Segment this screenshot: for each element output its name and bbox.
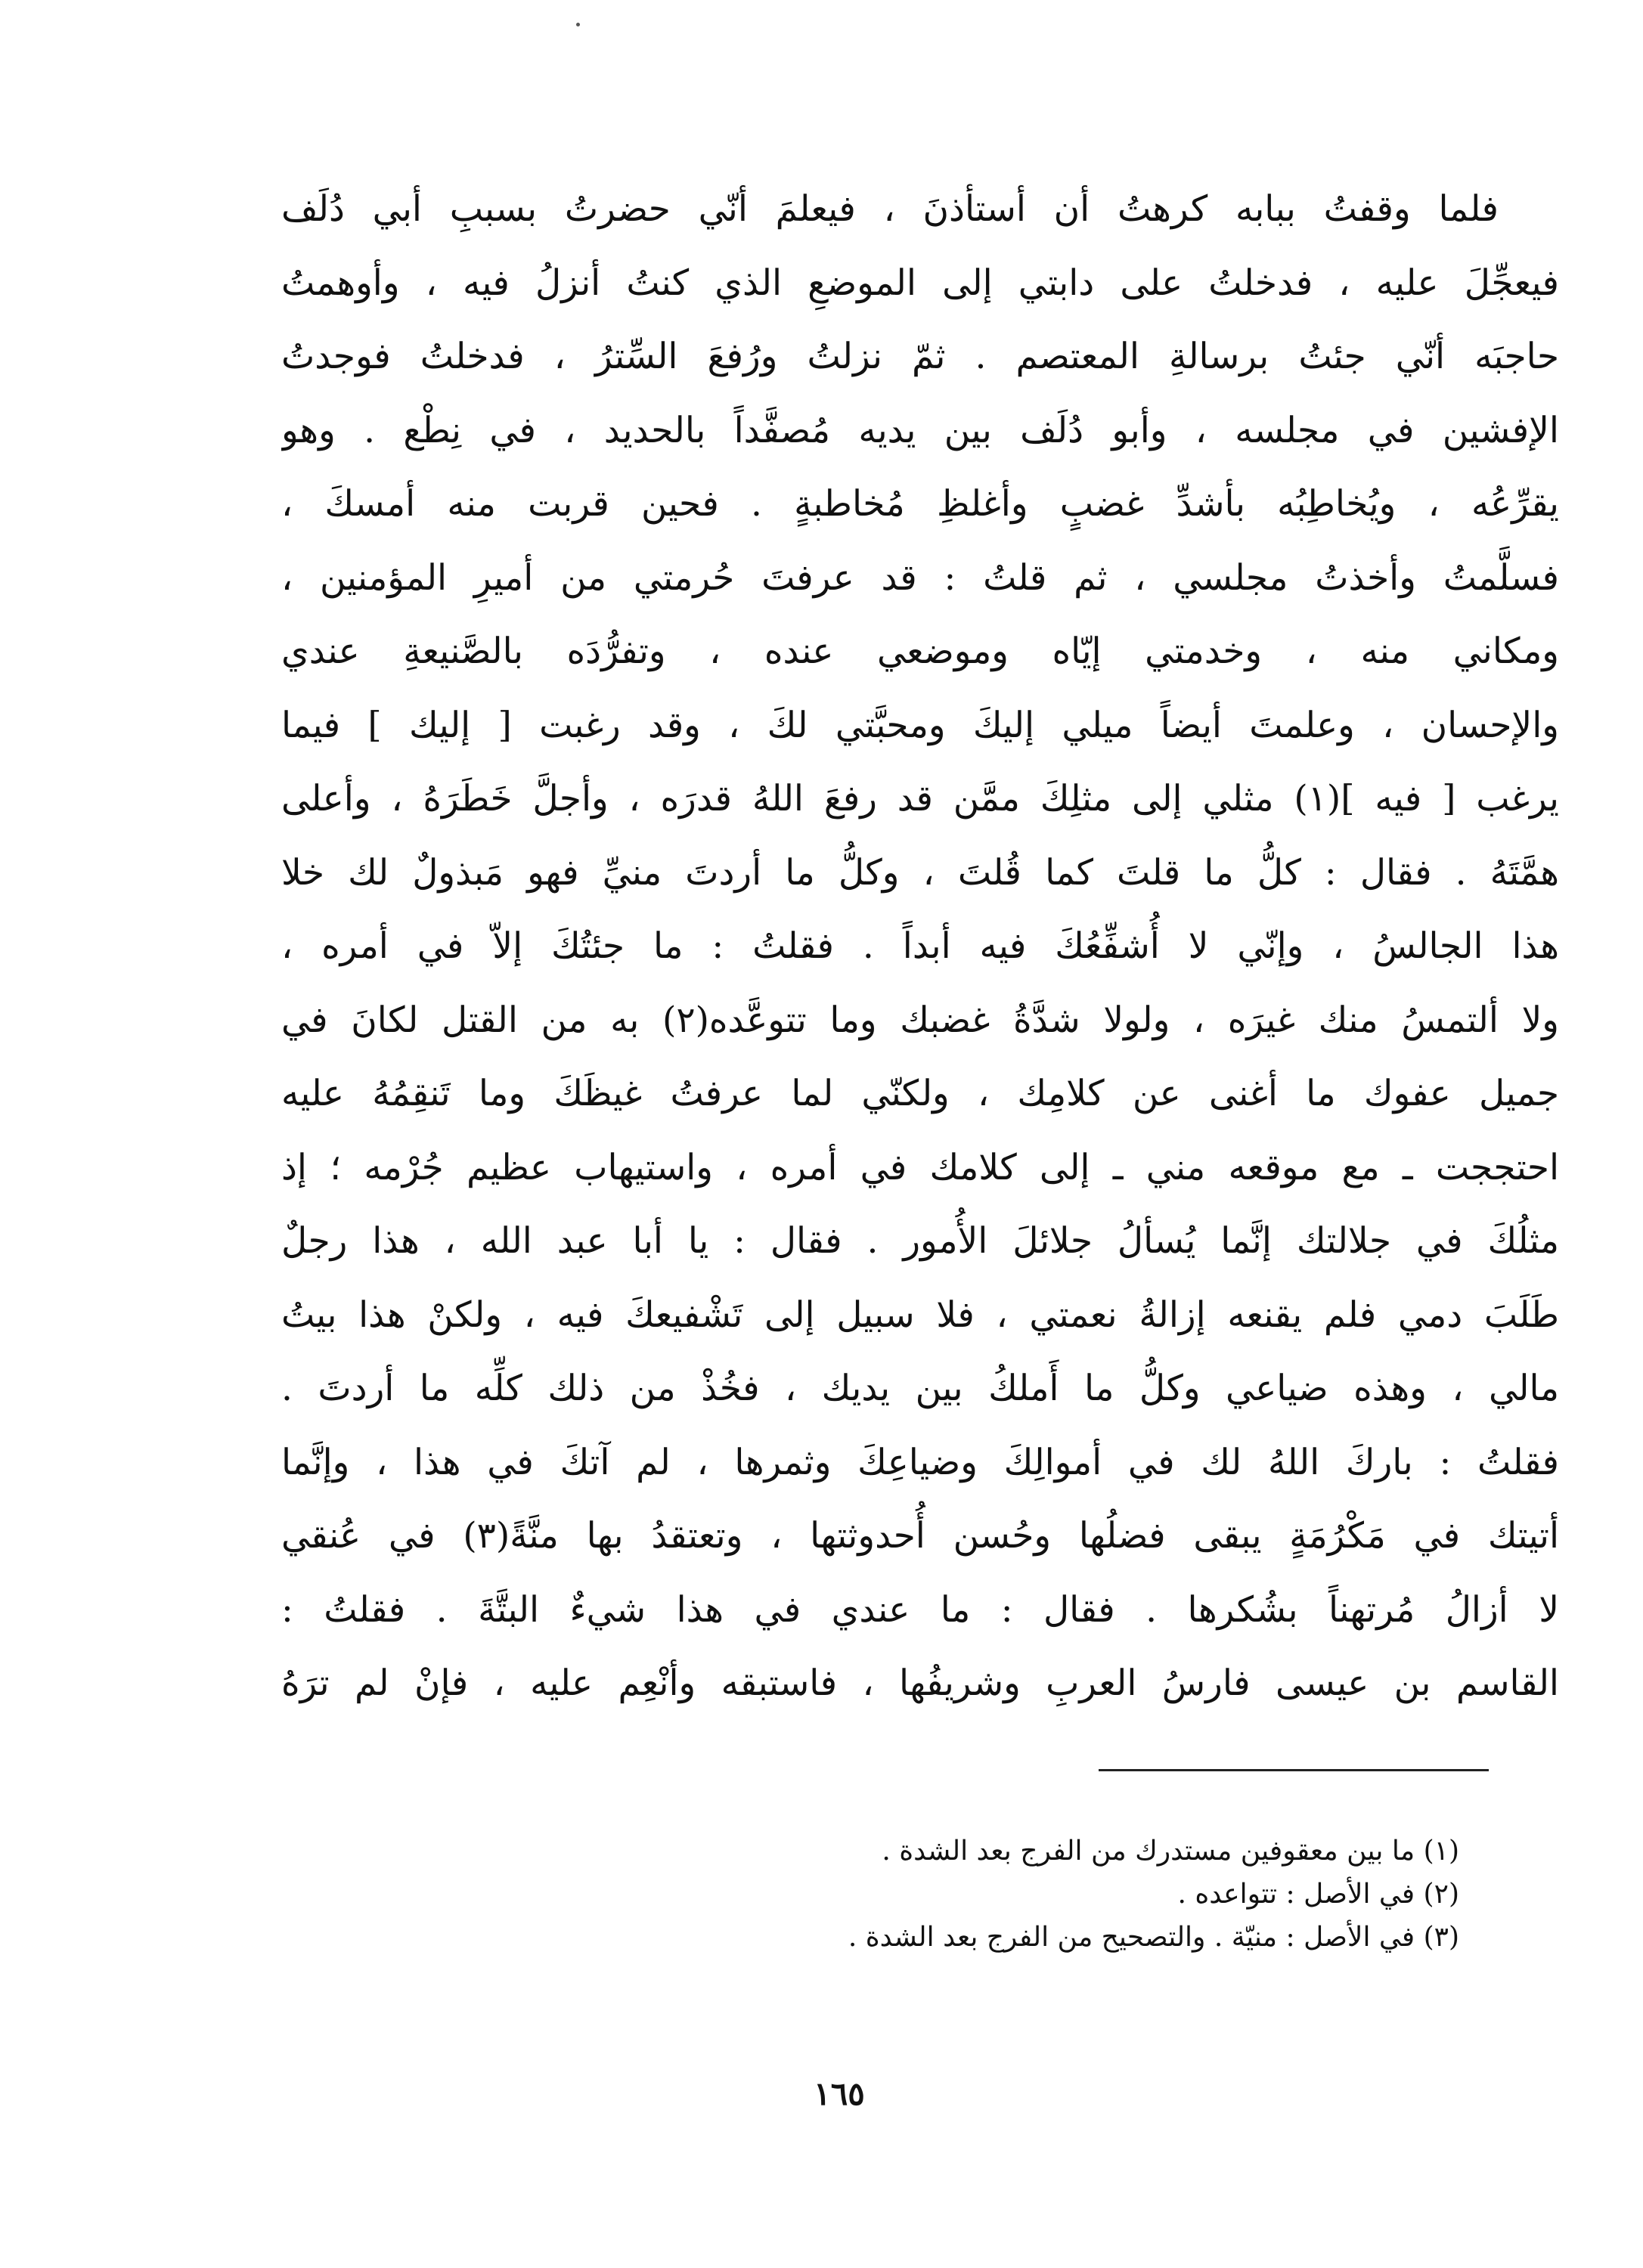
footnote-3: (٣) في الأصل : منيّة . والتصحيح من الفرج بعد الشدة .	[848, 1922, 1459, 1953]
text-line: طَلَبَ دمي فلم يقنعه إزالةُ نعمتي ، فلا سبيل إلى تَشْفيعكَ فيه ، ولكنْ هذا بيتُ	[281, 1294, 1559, 1336]
text-line: مثلُكَ في جلالتك إنَّما يُسألُ جلائلَ الأُمور . فقال : يا أبا عبد الله ، هذا رجلٌ	[281, 1220, 1559, 1262]
text-line: الإفشين في مجلسه ، وأبو دُلَف بين يديه مُصفَّداً بالحديد ، في نِطْع . وهو	[281, 409, 1559, 451]
text-line: لا أزالُ مُرتهناً بشُكرها . فقال : ما عندي في هذا شيءٌ البتَّةَ . فقلتُ :	[281, 1588, 1559, 1631]
footnote-2: (٢) في الأصل : تتواعده .	[1177, 1879, 1459, 1910]
text-line: فقلتُ : باركَ اللهُ لك في أموالِكَ وضياعِكَ وثمرها ، لم آتكَ في هذا ، وإنَّما	[281, 1441, 1559, 1483]
text-line: حاجبَه أنّي جئتُ برسالةِ المعتصم . ثمّ نزلتُ ورُفعَ السِّترُ ، فدخلتُ فوجدتُ	[281, 336, 1559, 377]
text-line: جميل عفوك ما أغنى عن كلامِك ، ولكنّي لما عرفتُ غيظَكَ وما تَنقِمُهُ عليه	[281, 1073, 1559, 1114]
text-line: ومكاني منه ، وخدمتي إيّاه وموضعي عنده ، وتفرُّدَه بالصَّنيعةِ عندي	[281, 631, 1559, 672]
text-line: يقرِّعُه ، ويُخاطِبُه بأشدِّ غضبٍ وأغلظِ مُخاطبةٍ . فحين قربت منه أمسكَ ،	[281, 483, 1559, 525]
footnotes	[454, 1830, 1459, 1959]
text-line: يرغب [ فيه ](١) مثلي إلى مثلِكَ ممَّن قد رفعَ اللهُ قدرَه ، وأجلَّ خَطَرَهُ ، وأعلى	[281, 778, 1559, 820]
scan-speck	[576, 23, 580, 26]
footnote-divider	[1099, 1769, 1489, 1771]
text-line: همَّتَهُ . فقال : كلُّ ما قلتَ كما قُلتَ ، وكلُّ ما أردتَ منيِّ فهو مَبذولٌ لك خلا	[281, 851, 1559, 894]
text-line: أتيتك في مَكْرُمَةٍ يبقى فضلُها وحُسن أُحدوثتها ، وتعتقدُ بها منَّةً(٣) في عُنقي	[281, 1515, 1559, 1557]
text-line: ولا ألتمسُ منك غيرَه ، ولولا شدَّةُ غضبك وما تتوعَّده(٢) به من القتل لكانَ في	[281, 999, 1559, 1041]
text-line: فلما وقفتُ ببابه كرهتُ أن أستأذنَ ، فيعلمَ أنّي حضرتُ بسببِ أبي دُلَف	[281, 188, 1499, 230]
body-text	[281, 172, 1559, 1721]
text-line: هذا الجالسُ ، وإنّي لا أُشفِّعُكَ فيه أبداً . فقلتُ : ما جئتُكَ إلاّ في أمره ،	[281, 925, 1559, 967]
text-line: فيعجِّلَ عليه ، فدخلتُ على دابتي إلى الموضعِ الذي كنتُ أنزلُ فيه ، وأوهمتُ	[281, 262, 1559, 304]
text-line: والإحسان ، وعلمتَ أيضاً ميلي إليكَ ومحبَّتي لكَ ، وقد رغبت [ إليك ] فيما	[281, 704, 1559, 746]
footnote-1: (١) ما بين معقوفين مستدرك من الفرج بعد الشدة .	[882, 1836, 1459, 1867]
text-line: القاسم بن عيسى فارسُ العربِ وشريفُها ، فاستبقه وأنْعِم عليه ، فإنْ لم ترَهُ	[281, 1662, 1559, 1704]
text-line: احتججت ـ مع موقعه مني ـ إلى كلامك في أمره ، واستيهاب عظيم جُرْمه ؛ إذ	[281, 1146, 1559, 1188]
text-line: فسلَّمتُ وأخذتُ مجلسي ، ثم قلتُ : قد عرفتَ حُرمتي من أميرِ المؤمنين ،	[281, 556, 1559, 599]
text-line: مالي ، وهذه ضياعي وكلُّ ما أَملكُ بين يديك ، فخُذْ من ذلك كلِّه ما أردتَ .	[281, 1368, 1559, 1409]
page-number: ١٦٥	[814, 2075, 865, 2112]
